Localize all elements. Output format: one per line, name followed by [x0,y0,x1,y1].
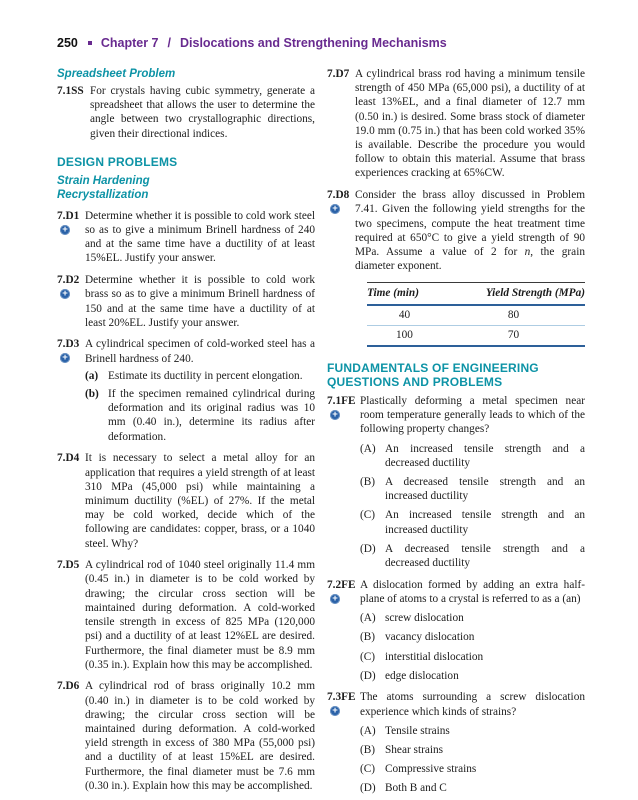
option-label: (C) [360,509,376,522]
option-label: (D) [360,782,376,795]
column-header-time: Time (min) [367,283,442,305]
subitem-b [85,387,315,444]
problem-7-D1 [57,209,315,266]
option-text: interstitial dislocation [385,650,484,663]
option-label: (A) [360,612,376,625]
option-text: An increased tensile strength and an increased ductility [385,509,585,536]
option-label: (D) [360,542,376,555]
problem-number: 7.D2 [57,274,80,287]
option-D [360,781,585,795]
cell-time: 100 [367,325,442,346]
subitem-text: If the specimen remained cylindrical during deformation and its original radius was 10 mm (0.40 in.), determine its radius after deformation. [108,388,315,443]
option-text: edge dislocation [385,669,459,682]
problem-7-D4 [57,451,315,550]
option-A [360,442,585,470]
option-text: A decreased tensile strength and an increased ductility [385,475,585,503]
column-header-yield-strength: Yield Strength (MPa) [442,283,585,305]
problem-text: A cylindrical rod of 1040 steel originally 11.4 mm (0.45 in.) in diameter is to be cold worked by drawing; the circular cross section will be maintained during deformation. A cold-worked tensile strength in excess of 825 MPa (120,000 psi) and a ductility of at least 12%EL are desired. Furthermore, the final diameter must be 8.9 mm (0.35 in.). Explain how this may be accomplished. [85,559,315,671]
option-C [360,508,585,536]
problem-text: A cylindrical rod of brass originally 10.2 mm (0.40 in.) in diameter is to be cold worked by drawing; the circular cross section will be maintained during deformation. A cold-worked yield strength in excess of 380 MPa (55,000 psi) and a ductility of at least 15%EL are desired. Furthermore, the final diameter must be 7.6 mm (0.30 in.). Explain how this may be accomplished. [85,680,315,792]
problem-number: 7.D3 [57,338,80,351]
chapter-label: Chapter 7 [100,36,159,50]
problem-7-D3 [57,337,315,443]
option-C [360,650,585,664]
plus-circle-icon: + [330,594,340,604]
variable-n: n [524,245,531,258]
subheading-recrystallization: Recrystallization [57,188,149,201]
problem-text: Consider the brass alloy discussed in Problem 7.41. Given the following yield strengths for the two specimens, compute the heat treatment time required at 650°C to give a yield strength of 90 MPa. Assume a value of 2 for n, the grain diameter exponent. [355,189,585,273]
problem-text: For crystals having cubic symmetry, generate a spreadsheet that allows the user to determine the angle between two crystallographic directions, given their directional indices. [90,85,315,140]
problem-text: The atoms surrounding a screw dislocation experience which kinds of strains? [360,691,585,718]
option-D [360,542,585,570]
problem-number: 7.D6 [57,680,80,693]
problem-text: Determine whether it is possible to cold work steel so as to give a minimum Brinell hardness of 240 and at the same time have a ductility of at least 15%EL. Justify your answer. [85,209,315,265]
problem-text: A cylindrical brass rod having a minimum tensile strength of 450 MPa (65,000 psi), a ductility of at least 13%EL, and a final diameter of 12.7 mm (0.50 in.) is desired. Some brass stock of diameter 19.0 mm (0.75 in.) that has been cold worked 35% is available. Describe the procedure you would follow to obtain this material. Assume that brass experiences cracking at 65%CW. [355,68,585,180]
subitem-label: (b) [85,388,99,401]
problem-7-D2 [57,273,315,330]
subitem-text: Estimate its ductility in percent elongation. [108,370,303,383]
right-column [327,67,585,800]
problem-text: A dislocation formed by adding an extra half-plane of atoms to a crystal is referred to as a (an) [360,578,585,605]
option-label: (B) [360,475,376,488]
problem-7-D7 [327,67,585,181]
problem-text: Plastically deforming a metal specimen near room temperature generally leads to which of the following property changes? [360,394,585,436]
option-A [360,724,585,738]
option-C [360,762,585,776]
chapter-title: Dislocations and Strengthening Mechanisms [180,36,447,50]
option-label: (B) [360,744,376,757]
table-row [367,325,585,346]
yield-strength-table [367,282,585,347]
problem-text: A cylindrical specimen of cold-worked steel has a Brinell hardness of 240. [85,338,315,365]
option-B [360,743,585,757]
option-text: vacancy dislocation [385,631,475,644]
two-column-layout [0,50,638,800]
table-row [367,305,585,326]
plus-circle-icon: + [330,204,340,214]
cell-time: 40 [367,305,442,326]
option-label: (A) [360,724,376,737]
heading-fundamentals-of-engineering: FUNDAMENTALS OF ENGINEERING QUESTIONS AND PROBLEMS [327,360,539,389]
problem-number: 7.D1 [57,209,80,222]
option-text: Tensile strains [385,724,450,737]
subheadings [57,174,315,202]
page-number: 250 [57,36,78,50]
heading-design-problems: DESIGN PROBLEMS [57,154,178,169]
plus-circle-icon: + [330,706,340,716]
problem-7-D5 [57,558,315,672]
problem-7-2FE [327,578,585,683]
problem-number: 7.D8 [327,189,350,202]
problem-7-D6 [57,679,315,793]
problem-7-3FE [327,690,585,795]
option-text: A decreased tensile strength and a decreased ductility [385,542,585,569]
plus-circle-icon: + [60,353,70,363]
header-bullet-icon [88,41,92,45]
option-label: (A) [360,442,376,455]
heading-spreadsheet-problem: Spreadsheet Problem [57,68,176,80]
problem-text: Determine whether it is possible to cold work brass so as to give a minimum Brinell hardness of 150 and at the same time have a ductility of at least 20%EL. Justify your answer. [85,274,315,329]
left-column [57,67,315,800]
subitem-label: (a) [85,370,99,383]
problem-number: 7.D4 [57,452,80,465]
option-text: Compressive strains [385,763,477,776]
plus-circle-icon: + [60,289,70,299]
option-label: (C) [360,650,376,663]
option-text: An increased tensile strength and a decreased ductility [385,442,585,469]
subheading-strain-hardening: Strain Hardening [57,174,150,187]
problem-number: 7.3FE [327,691,356,704]
problem-number: 7.2FE [327,578,356,591]
problem-text: It is necessary to select a metal alloy for an application that requires a yield strength of at least 310 MPa (45,000 psi) while maintaining a minimum ductility (%EL) of 27%. If the metal may be cold worked, decide which of the following are candidates: copper, brass, or a 1040 steel. Why? [85,452,315,550]
problem-7-D8 [327,188,585,347]
problem-number: 7.1SS [57,85,84,97]
option-text: screw dislocation [385,612,464,625]
option-A [360,611,585,625]
problem-number: 7.D5 [57,559,80,572]
problem-7-1FE [327,394,585,570]
problem-7-1SS [57,84,315,141]
option-label: (C) [360,763,376,776]
option-B [360,630,585,644]
running-head [0,0,638,50]
cell-yield-strength: 70 [442,325,585,346]
option-D [360,669,585,683]
option-label: (D) [360,669,376,682]
subitem-a [85,369,315,383]
problem-number: 7.1FE [327,394,356,407]
option-text: Shear strains [385,744,444,757]
option-text: Both B and C [385,782,447,795]
problem-number: 7.D7 [327,68,350,80]
option-label: (B) [360,631,376,644]
plus-circle-icon: + [60,225,70,235]
table-header-row [367,283,585,305]
option-B [360,475,585,503]
cell-yield-strength: 80 [442,305,585,326]
plus-circle-icon: + [330,410,340,420]
header-separator: / [167,36,171,50]
